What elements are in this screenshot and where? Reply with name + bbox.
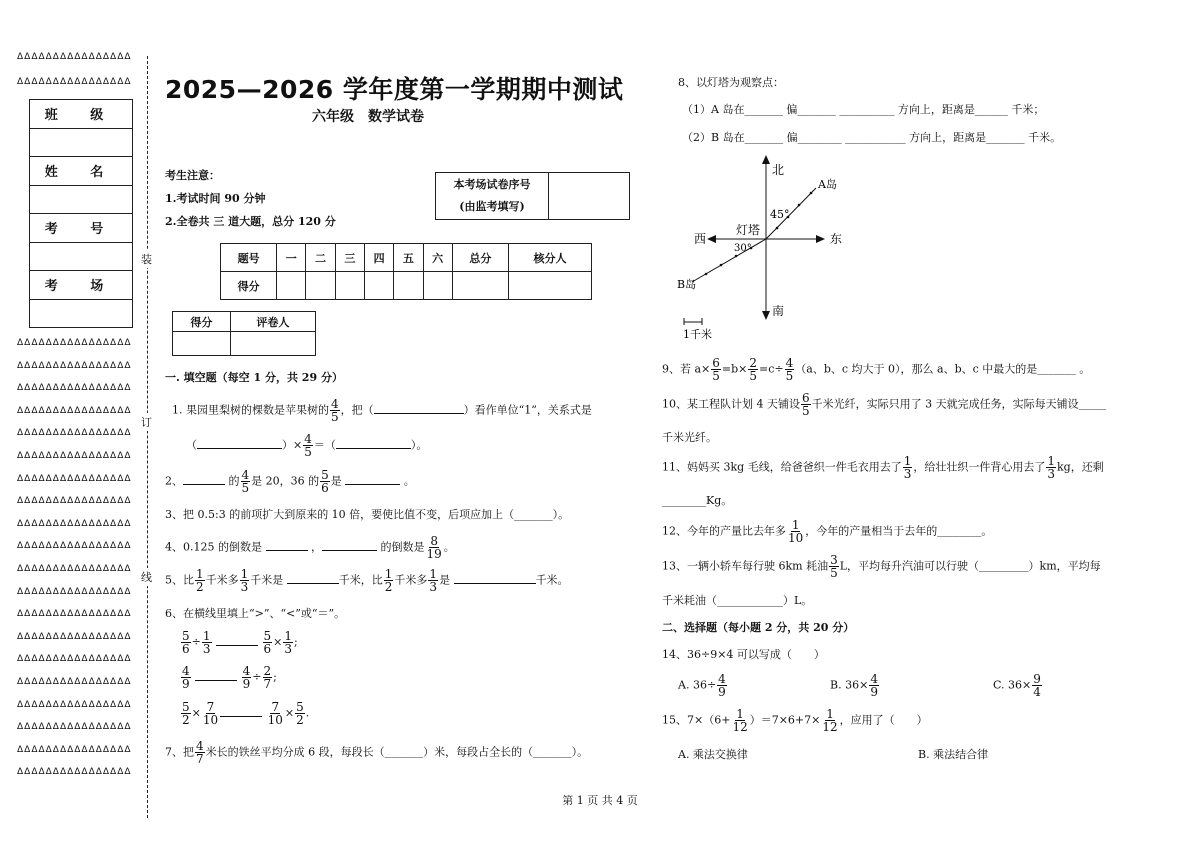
question-14: 14、36÷9×4 可以写成（ ）	[662, 648, 825, 661]
score-header-3: 三	[335, 244, 364, 272]
score-header-6: 六	[423, 244, 452, 272]
south-arrow-icon	[762, 311, 770, 320]
question-6-row-1: $\frac{5}{6}$ ÷ $\frac{1}{3}$ $\frac{5}{6}$ × $\frac{1}{3}$ ;	[182, 629, 298, 656]
question-8-line-2: （2）B 岛在_______ 偏________ ___________ 方向上，距离是_______ 千米。	[682, 131, 1062, 144]
triangle-row: ΔΔΔΔΔΔΔΔΔΔΔΔΔΔΔΔ	[17, 405, 132, 416]
triangle-row: ΔΔΔΔΔΔΔΔΔΔΔΔΔΔΔΔ	[17, 699, 132, 710]
serial-field[interactable]	[549, 173, 630, 220]
q2-blank-2[interactable]	[345, 474, 400, 485]
lighthouse-map	[670, 150, 870, 345]
notice-item-1: 1.考试时间 90 分钟	[165, 192, 266, 205]
grader-score-field[interactable]	[173, 332, 231, 356]
q1-frac: $\frac{4}{5}$	[331, 397, 339, 424]
question-10: 10、某工程队计划 4 天铺设 $\frac{6}{5}$ 千米光纤，实际只用了 3 天就完成任务，实际每天铺设_____	[662, 391, 1107, 418]
name-field[interactable]	[30, 185, 133, 214]
exam-title: 2025—2026 学年度第一学期期中测试	[165, 75, 624, 104]
exam-number-field[interactable]	[30, 242, 133, 271]
triangle-row: ΔΔΔΔΔΔΔΔΔΔΔΔΔΔΔΔ	[17, 767, 132, 778]
west-arrow-icon	[707, 235, 716, 243]
q1-text-a: 1. 果园里梨树的棵数是苹果树的	[172, 403, 329, 417]
q4-blank-1[interactable]	[266, 540, 308, 551]
question-8: 8、以灯塔为观察点：	[678, 76, 784, 89]
q5-blank-1[interactable]	[287, 573, 339, 584]
score-header-7: 总分	[452, 244, 508, 272]
triangle-row: ΔΔΔΔΔΔΔΔΔΔΔΔΔΔΔΔ	[17, 654, 132, 665]
map-angle-a: 45°	[770, 208, 790, 221]
score-header-2: 二	[306, 244, 335, 272]
triangle-row: ΔΔΔΔΔΔΔΔΔΔΔΔΔΔΔΔ	[17, 451, 132, 461]
triangle-row: ΔΔΔΔΔΔΔΔΔΔΔΔΔΔΔΔ	[17, 473, 132, 484]
q14-option-a[interactable]: A. 36÷ $\frac{4}{9}$	[678, 672, 726, 699]
serial-label-line1: 本考场试卷序号	[453, 178, 531, 191]
name-label: 姓 名	[30, 157, 133, 186]
exam-room-label: 考 场	[30, 271, 133, 300]
score-cell-4[interactable]	[364, 272, 393, 300]
map-angle-b: 30°	[734, 243, 752, 254]
triangle-row: ΔΔΔΔΔΔΔΔΔΔΔΔΔΔΔΔ	[17, 586, 132, 597]
triangle-row: ΔΔΔΔΔΔΔΔΔΔΔΔΔΔΔΔ	[17, 518, 132, 529]
map-island-b: B岛	[677, 278, 697, 291]
question-7: 7、把 $\frac{4}{7}$ 米长的铁丝平均分成 6 段，每段长（_______）米，每段占全长的（_______）。	[165, 739, 589, 766]
question-1-line2	[186, 433, 427, 458]
q1-blank-2[interactable]	[197, 438, 282, 449]
exam-room-field[interactable]	[30, 299, 133, 328]
question-2: 2、 的 $\frac{4}{5}$ 是 20，36 的 $\frac{5}{6}$ 是 。	[165, 468, 415, 495]
map-east: 东	[830, 232, 843, 246]
question-6-row-3: $\frac{5}{2}$ × $\frac{7}{10}$ $\frac{7}{10}$ × $\frac{5}{2}$ .	[182, 700, 310, 727]
grader-box	[172, 311, 316, 356]
grader-name-label: 评卷人	[230, 312, 315, 332]
q1-text-d: （	[186, 438, 197, 452]
score-cell-3[interactable]	[335, 272, 364, 300]
binding-char-1: 装	[141, 250, 152, 268]
map-island-a: A岛	[818, 178, 837, 191]
q2-blank-1[interactable]	[183, 474, 225, 485]
question-6-row-2: $\frac{4}{9}$ $\frac{4}{9}$ ÷ $\frac{2}{7}$ ;	[182, 664, 277, 691]
score-row-label: 得分	[221, 272, 277, 300]
score-cell-6[interactable]	[423, 272, 452, 300]
q1-text-c: ）看作单位“1”，关系式是	[463, 403, 592, 417]
question-8-line-1: （1）A 岛在_______ 偏_______ __________ 方向上，距离是______ 千米；	[682, 103, 1045, 116]
map-south: 南	[772, 304, 785, 318]
triangle-row: ΔΔΔΔΔΔΔΔΔΔΔΔΔΔΔΔ	[17, 383, 132, 394]
map-scale: 1千米	[683, 328, 712, 341]
q14-option-b[interactable]: B. 36× $\frac{4}{9}$	[830, 672, 878, 699]
question-12: 12、今年的产量比去年多 $\frac{1}{10}$ ，今年的产量相当于去年的________。	[662, 518, 993, 545]
question-11: 11、妈妈买 3kg 毛线，给爸爸织一件毛衣用去了 $\frac{1}{3}$ ，给壮壮织一件背心用去了 $\frac{1}{3}$ kg，还剩	[662, 454, 1104, 481]
triangle-row: ΔΔΔΔΔΔΔΔΔΔΔΔΔΔΔΔ	[17, 631, 132, 642]
notice-item-2: 2.全卷共 三 道大题，总分 120 分	[165, 215, 336, 228]
grader-name-field[interactable]	[230, 332, 315, 356]
q15-option-a[interactable]: A. 乘法交换律	[678, 748, 748, 761]
triangle-row: ΔΔΔΔΔΔΔΔΔΔΔΔΔΔΔΔ	[17, 52, 132, 62]
page-footer: 第 1 页 共 4 页	[562, 794, 638, 807]
exam-number-label: 考 号	[30, 214, 133, 243]
map-west: 西	[694, 232, 707, 246]
exam-subtitle: 六年级 数学试卷	[312, 109, 424, 125]
q5-blank-2[interactable]	[454, 573, 536, 584]
serial-label-line2: (由监考填写)	[459, 200, 525, 213]
question-1	[172, 398, 592, 423]
triangle-row: ΔΔΔΔΔΔΔΔΔΔΔΔΔΔΔΔ	[17, 428, 132, 439]
q1-text-f: ＝（	[313, 438, 336, 452]
score-header-5: 五	[394, 244, 423, 272]
map-north: 北	[772, 163, 785, 177]
notice-heading: 考生注意：	[165, 169, 220, 182]
triangle-row: ΔΔΔΔΔΔΔΔΔΔΔΔΔΔΔΔ	[17, 677, 132, 687]
question-9: 9、若 a× $\frac{6}{5}$ =b× $\frac{2}{5}$ =c÷ $\frac{4}{5}$ （a、b、c 均大于 0），那么 a、b、c 中最大的是_______ 。	[662, 356, 1091, 383]
score-table	[220, 243, 592, 300]
triangle-row: ΔΔΔΔΔΔΔΔΔΔΔΔΔΔΔΔ	[17, 609, 132, 620]
question-5: 5、比 $\frac{1}{2}$ 千米多 $\frac{1}{3}$ 千米是 千米，比 $\frac{1}{2}$ 千米多 $\frac{1}{3}$ 是 千米。	[165, 567, 569, 594]
question-13: 13、一辆小轿车每行驶 6km 耗油 $\frac{3}{5}$ L，平均每升汽油可以行驶（_________）km，平均每	[662, 553, 1101, 580]
question-13-line2: 千米耗油（____________）L。	[662, 594, 813, 607]
east-arrow-icon	[816, 235, 825, 243]
triangle-row: ΔΔΔΔΔΔΔΔΔΔΔΔΔΔΔΔ	[17, 496, 132, 507]
score-header-1: 一	[277, 244, 306, 272]
student-info-table	[29, 99, 133, 328]
binding-line	[147, 56, 148, 818]
score-header-0: 题号	[221, 244, 277, 272]
question-4: 4、0.125 的倒数是 ， 的倒数是 $\frac{8}{19}$ 。	[165, 534, 455, 561]
triangle-row: ΔΔΔΔΔΔΔΔΔΔΔΔΔΔΔΔ	[17, 77, 132, 87]
triangle-row: ΔΔΔΔΔΔΔΔΔΔΔΔΔΔΔΔ	[17, 338, 132, 348]
binding-char-2: 订	[141, 413, 152, 431]
q6-blank-2[interactable]	[195, 670, 237, 681]
question-11-line2: ________Kg。	[662, 494, 733, 507]
question-3: 3、把 0.5:3 的前项扩大到原来的 10 倍，要使比值不变，后项应加上（_______）。	[165, 508, 570, 521]
section-1-heading: 一. 填空题（每空 1 分，共 29 分）	[165, 371, 343, 384]
triangle-row: ΔΔΔΔΔΔΔΔΔΔΔΔΔΔΔΔ	[17, 541, 132, 552]
q1-text-e: ）×	[282, 438, 303, 452]
q1-text-b: ，把（	[340, 403, 374, 417]
q1-text-g: ）。	[410, 438, 428, 452]
triangle-row: ΔΔΔΔΔΔΔΔΔΔΔΔΔΔΔΔ	[17, 722, 132, 733]
serial-label	[436, 173, 549, 220]
q1-blank-3[interactable]	[336, 438, 411, 449]
section-2-heading: 二、选择题（每小题 2 分，共 20 分）	[662, 621, 855, 634]
q15-option-b[interactable]: B. 乘法结合律	[918, 748, 989, 761]
score-cell-1[interactable]	[277, 272, 306, 300]
class-label: 班 级	[30, 100, 133, 129]
q14-option-c[interactable]: C. 36× $\frac{9}{4}$	[993, 672, 1041, 699]
q1-blank-1[interactable]	[374, 403, 464, 414]
serial-box	[435, 172, 630, 220]
score-cell-2[interactable]	[306, 272, 335, 300]
question-15: 15、7×（6+ $\frac{1}{12}$ ）＝7×6+7× $\frac{1}{12}$ ，应用了（ ）	[662, 707, 928, 734]
binding-char-3: 线	[141, 568, 152, 586]
score-header-8: 核分人	[508, 244, 591, 272]
q6-blank-3[interactable]	[220, 706, 262, 717]
north-arrow-icon	[762, 155, 770, 164]
grader-score-label: 得分	[173, 312, 231, 332]
triangle-row: ΔΔΔΔΔΔΔΔΔΔΔΔΔΔΔΔ	[17, 564, 132, 574]
score-cell-8[interactable]	[508, 272, 591, 300]
question-6: 6、在横线里填上“>”、“<”或“＝”。	[165, 607, 346, 620]
score-cell-7[interactable]	[452, 272, 508, 300]
triangle-row: ΔΔΔΔΔΔΔΔΔΔΔΔΔΔΔΔ	[17, 360, 132, 371]
class-field[interactable]	[30, 128, 133, 157]
score-header-4: 四	[364, 244, 393, 272]
score-cell-5[interactable]	[394, 272, 423, 300]
map-center: 灯塔	[736, 223, 761, 237]
q6-blank-1[interactable]	[216, 635, 258, 646]
q4-blank-2[interactable]	[322, 540, 377, 551]
q1-frac-2: $\frac{4}{5}$	[304, 432, 312, 459]
triangle-row: ΔΔΔΔΔΔΔΔΔΔΔΔΔΔΔΔ	[17, 744, 132, 755]
question-10-line2: 千米光纤。	[662, 431, 717, 444]
